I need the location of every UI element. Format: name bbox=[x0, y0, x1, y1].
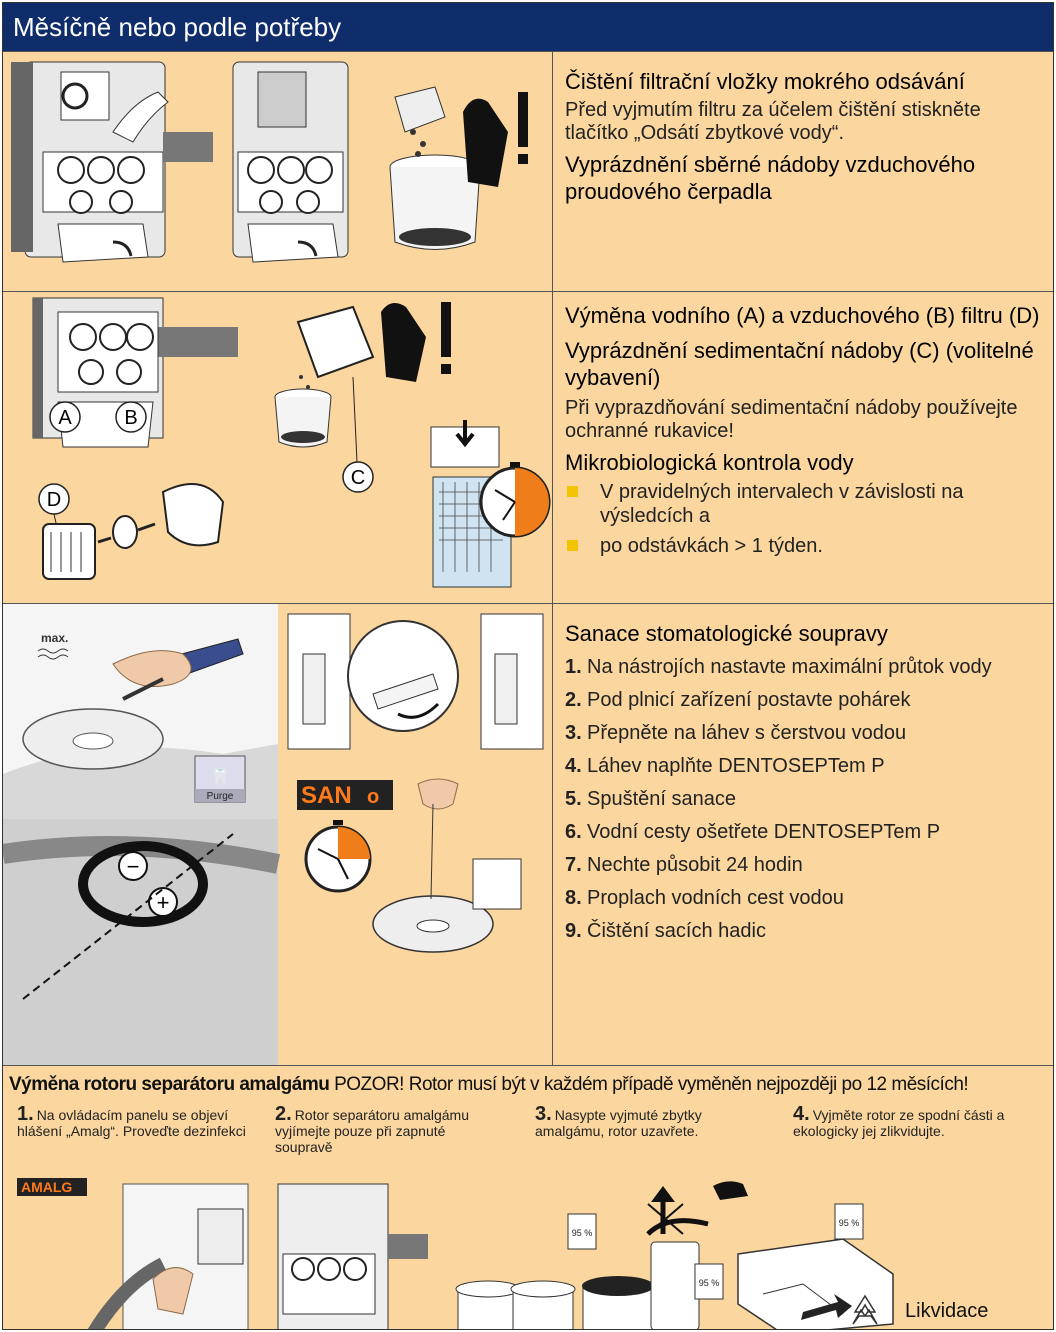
filter-replacement-heading: Výměna vodního (A) a vzduchového (B) filtru (D) bbox=[565, 303, 1040, 328]
page bbox=[2, 2, 1054, 1330]
section-filter-cleaning bbox=[3, 51, 1053, 291]
sanitation-step: 1. Na nástrojích nastavte maximální průtok vody bbox=[565, 656, 992, 678]
sanitation-heading: Sanace stomatologické soupravy bbox=[565, 621, 888, 646]
sanitation-step: 2. Pod plnicí zařízení postavte pohárek bbox=[565, 689, 911, 711]
sanitation-step: 4. Láhev naplňte DENTOSEPTem P bbox=[565, 755, 885, 777]
section2-text bbox=[565, 292, 1043, 603]
disposal-label: Likvidace bbox=[905, 1300, 989, 1322]
label-a: A bbox=[58, 407, 72, 429]
display-small: o bbox=[367, 786, 380, 808]
percent-label: 95 % bbox=[838, 1218, 860, 1228]
max-flow-label: max. bbox=[41, 631, 69, 645]
section1-illustration bbox=[3, 52, 553, 291]
sanitation-illustration bbox=[3, 604, 553, 1065]
amalgam-step: 2. Rotor separátoru amalgámu vyjímejte pouze při zapnuté soupravě bbox=[275, 1103, 469, 1155]
section-sanitation bbox=[3, 603, 1053, 1065]
amalgam-step: 4. Vyjměte rotor ze spodní části a ekologicky jej zlikvidujte. bbox=[793, 1103, 1005, 1139]
amalgam-step: 1. Na ovládacím panelu se objeví hlášení „Amalg“. Proveďte dezinfekci bbox=[17, 1103, 246, 1139]
microbiology-bullet: V pravidelných intervalech v závislosti na výsledcích a bbox=[565, 480, 1043, 528]
amalgam-illustration bbox=[3, 1174, 1053, 1330]
filter-cleaning-illustration bbox=[3, 52, 553, 291]
sanitation-step: 3. Přepněte na láhev s čerstvou vodou bbox=[565, 722, 907, 744]
label-c: C bbox=[350, 467, 366, 489]
section1-text bbox=[565, 52, 1043, 291]
bullet-icon bbox=[567, 486, 578, 497]
percent-label: 95 % bbox=[698, 1278, 720, 1288]
section2-illustration bbox=[3, 292, 553, 603]
microbiology-heading: Mikrobiologická kontrola vody bbox=[565, 450, 854, 475]
filter-replacement-illustration bbox=[3, 292, 553, 603]
minus-label: − bbox=[126, 854, 140, 879]
section3-illustration bbox=[3, 604, 553, 1065]
sanitation-step: 7. Nechte působit 24 hodin bbox=[565, 854, 803, 876]
amalgam-step: 3. Nasypte vyjmuté zbytky amalgámu, rotor uzavřete. bbox=[535, 1103, 702, 1139]
tooth-icon: 🦷 bbox=[210, 769, 230, 786]
container-empty-heading: Vyprázdnění sběrné nádoby vzduchového proudového čerpadla bbox=[565, 152, 976, 204]
sanitation-step: 9. Čištění sacích hadic bbox=[565, 920, 766, 942]
bullet-icon bbox=[567, 540, 578, 551]
sediment-text: Při vyprazdňování sedimentační nádoby používejte ochranné rukavice! bbox=[565, 397, 1018, 442]
section3-text bbox=[565, 604, 1043, 1065]
display-san: SAN bbox=[301, 782, 352, 809]
sediment-heading: Vyprázdnění sedimentační nádoby (C) (volitelné vybavení) bbox=[565, 338, 1034, 390]
purge-button-label: Purge bbox=[206, 791, 234, 802]
sanitation-step: 6. Vodní cesty ošetřete DENTOSEPTem P bbox=[565, 821, 941, 843]
plus-label: + bbox=[156, 890, 170, 915]
percent-label: 95 % bbox=[571, 1228, 593, 1238]
sanitation-step: 5. Spuštění sanace bbox=[565, 788, 736, 810]
page-title: Měsíčně nebo podle potřeby bbox=[3, 3, 1053, 51]
section-amalgam-rotor bbox=[3, 1065, 1053, 1329]
display-amalg: AMALG bbox=[21, 1179, 73, 1195]
filter-cleaning-heading: Čištění filtrační vložky mokrého odsávání bbox=[565, 69, 965, 94]
label-b: B bbox=[124, 407, 138, 429]
filter-cleaning-text: Před vyjmutím filtru za účelem čištění stiskněte tlačítko „Odsátí zbytkové vody“. bbox=[565, 99, 981, 144]
label-d: D bbox=[46, 489, 62, 511]
sanitation-step: 8. Proplach vodních cest vodou bbox=[565, 887, 844, 909]
section-filter-replacement bbox=[3, 291, 1053, 603]
microbiology-bullet: po odstávkách > 1 týden. bbox=[565, 534, 1043, 558]
amalgam-heading: Výměna rotoru separátoru amalgámu POZOR! Rotor musí být v každém případě vyměněn nejpozději po 12 měsících! bbox=[9, 1074, 969, 1095]
